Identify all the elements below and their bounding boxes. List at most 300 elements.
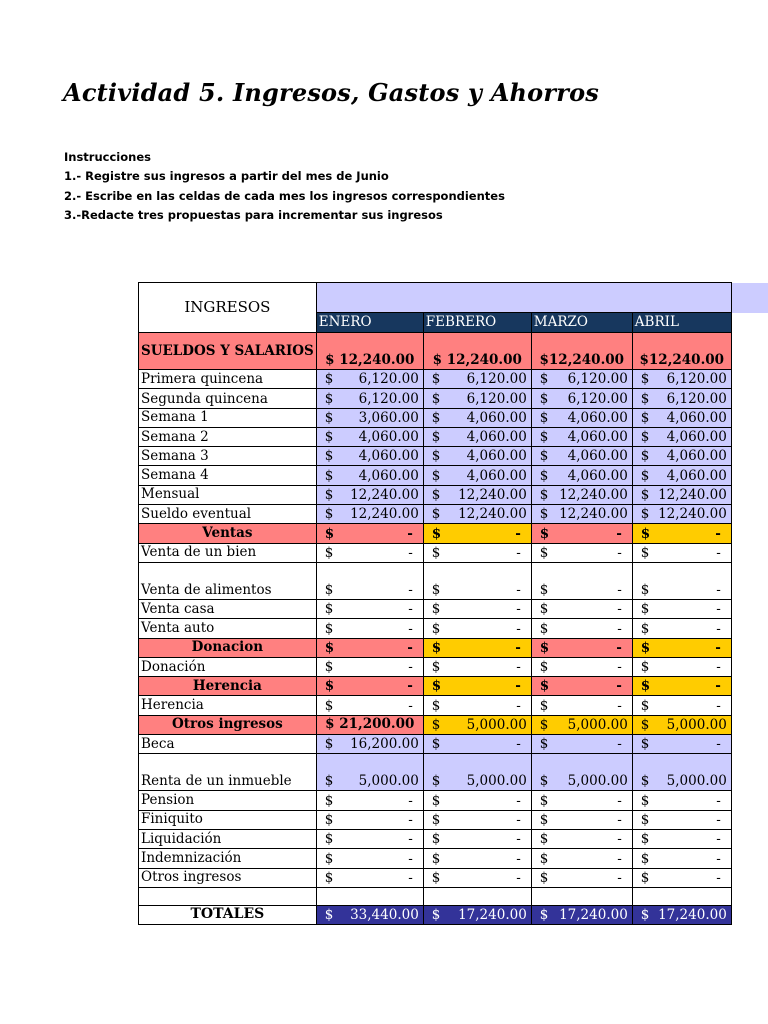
currency-symbol: $ bbox=[640, 506, 650, 523]
table-cell[interactable] bbox=[316, 829, 423, 848]
currency-symbol: $ bbox=[640, 601, 650, 618]
table-row bbox=[139, 619, 732, 638]
currency-symbol: $ bbox=[539, 869, 549, 886]
table-row bbox=[139, 868, 732, 887]
cell-value: 4,060.00 bbox=[466, 467, 527, 484]
row-label: Venta auto bbox=[139, 619, 317, 638]
category-total[interactable] bbox=[531, 715, 632, 734]
row-label: Semana 4 bbox=[139, 466, 317, 485]
table-cell[interactable] bbox=[531, 562, 632, 599]
currency-symbol: $ bbox=[539, 581, 549, 598]
currency-symbol: $ bbox=[539, 773, 549, 790]
table-cell[interactable] bbox=[316, 466, 423, 485]
table-cell[interactable] bbox=[423, 754, 531, 791]
table-cell[interactable] bbox=[531, 466, 632, 485]
row-label: Pension bbox=[139, 791, 317, 810]
table-cell[interactable] bbox=[423, 370, 531, 389]
currency-symbol: $ bbox=[640, 678, 651, 695]
cell-value: - bbox=[407, 678, 413, 695]
table-cell[interactable] bbox=[531, 543, 632, 562]
currency-symbol: $ bbox=[431, 467, 441, 484]
cell-value: - bbox=[716, 620, 721, 637]
category-total[interactable]: $ 21,200.00 bbox=[316, 715, 423, 734]
currency-symbol: $ bbox=[640, 811, 650, 828]
table-cell[interactable] bbox=[632, 735, 731, 754]
currency-symbol: $ bbox=[539, 811, 549, 828]
table-cell[interactable] bbox=[316, 485, 423, 504]
cell-value: 4,060.00 bbox=[358, 467, 419, 484]
table-cell[interactable] bbox=[423, 466, 531, 485]
category-label: Ventas bbox=[139, 524, 317, 543]
cell-value: 6,120.00 bbox=[466, 371, 527, 388]
table-cell[interactable] bbox=[316, 754, 423, 791]
instruction-item: 1.- Registre sus ingresos a partir del mes de Junio bbox=[64, 169, 389, 184]
currency-symbol: $ bbox=[431, 659, 441, 676]
cell-value: - bbox=[617, 831, 622, 848]
currency-symbol: $ bbox=[324, 850, 334, 867]
table-cell[interactable] bbox=[531, 619, 632, 638]
currency-symbol: $ bbox=[539, 907, 549, 924]
category-label: Donacion bbox=[139, 638, 317, 657]
table-cell[interactable] bbox=[316, 868, 423, 887]
total-cell[interactable] bbox=[632, 905, 731, 924]
currency-symbol: $ bbox=[431, 639, 442, 656]
currency-symbol: $ bbox=[324, 659, 334, 676]
cell-value: - bbox=[408, 831, 413, 848]
category-total[interactable] bbox=[531, 524, 632, 543]
category-total[interactable] bbox=[632, 638, 731, 657]
cell-value: 6,120.00 bbox=[358, 390, 419, 407]
empty-cell[interactable] bbox=[423, 887, 531, 905]
cell-value: 6,120.00 bbox=[358, 371, 419, 388]
currency-symbol: $ bbox=[431, 736, 441, 753]
currency-symbol: $ bbox=[539, 831, 549, 848]
table-cell[interactable] bbox=[632, 427, 731, 446]
cell-value: 6,120.00 bbox=[666, 390, 727, 407]
cell-value: - bbox=[516, 850, 521, 867]
table-cell[interactable] bbox=[423, 735, 531, 754]
table-cell[interactable] bbox=[632, 849, 731, 868]
table-cell[interactable] bbox=[423, 485, 531, 504]
cell-value: - bbox=[617, 792, 622, 809]
table-cell[interactable] bbox=[632, 829, 731, 848]
cell-value: 4,060.00 bbox=[358, 429, 419, 446]
category-total[interactable]: $ 12,240.00 bbox=[423, 333, 531, 370]
table-cell[interactable] bbox=[531, 408, 632, 427]
currency-symbol: $ bbox=[640, 409, 650, 426]
table-cell[interactable] bbox=[632, 370, 731, 389]
table-cell[interactable] bbox=[423, 868, 531, 887]
category-total[interactable]: $12,240.00 bbox=[632, 333, 731, 370]
table-cell[interactable] bbox=[632, 754, 731, 791]
currency-symbol: $ bbox=[324, 487, 334, 504]
cell-value: - bbox=[516, 792, 521, 809]
currency-symbol: $ bbox=[640, 697, 650, 714]
table-cell[interactable] bbox=[316, 810, 423, 829]
cell-value: - bbox=[617, 736, 622, 753]
cell-value: - bbox=[617, 850, 622, 867]
cell-value: 12,240.00 bbox=[658, 506, 727, 523]
header-band-cell bbox=[316, 283, 731, 313]
table-cell[interactable] bbox=[316, 427, 423, 446]
currency-symbol: $ bbox=[640, 581, 650, 598]
category-total[interactable] bbox=[316, 524, 423, 543]
table-cell[interactable] bbox=[632, 485, 731, 504]
totals-label: TOTALES bbox=[139, 905, 317, 924]
cell-value: - bbox=[617, 544, 622, 561]
table-cell[interactable] bbox=[316, 447, 423, 466]
table-row bbox=[139, 505, 732, 524]
table-cell[interactable] bbox=[423, 389, 531, 408]
currency-symbol: $ bbox=[539, 409, 549, 426]
currency-symbol: $ bbox=[324, 678, 335, 695]
currency-symbol: $ bbox=[539, 639, 550, 656]
table-cell[interactable] bbox=[316, 619, 423, 638]
currency-symbol: $ bbox=[324, 544, 334, 561]
currency-symbol: $ bbox=[539, 792, 549, 809]
currency-symbol: $ bbox=[431, 409, 441, 426]
cell-value: 12,240.00 bbox=[458, 506, 527, 523]
table-cell[interactable] bbox=[423, 427, 531, 446]
table-cell[interactable] bbox=[632, 619, 731, 638]
currency-symbol: $ bbox=[431, 390, 441, 407]
cell-value: - bbox=[516, 581, 521, 598]
category-total[interactable]: $12,240.00 bbox=[531, 333, 632, 370]
cell-value: - bbox=[516, 831, 521, 848]
category-total[interactable] bbox=[316, 677, 423, 696]
currency-symbol: $ bbox=[640, 850, 650, 867]
cell-value: - bbox=[616, 525, 622, 542]
currency-symbol: $ bbox=[640, 448, 650, 465]
category-label: Otros ingresos bbox=[139, 715, 317, 734]
currency-symbol: $ bbox=[324, 697, 334, 714]
table-cell[interactable] bbox=[423, 408, 531, 427]
category-row bbox=[139, 333, 732, 370]
cell-value: - bbox=[617, 869, 622, 886]
table-cell[interactable] bbox=[423, 791, 531, 810]
cell-value: - bbox=[407, 639, 413, 656]
month-header: ENERO bbox=[316, 313, 423, 333]
table-cell[interactable] bbox=[423, 829, 531, 848]
cell-value: - bbox=[715, 525, 721, 542]
currency-symbol: $ bbox=[640, 620, 650, 637]
table-header-row bbox=[139, 283, 732, 313]
currency-symbol: $ bbox=[324, 773, 334, 790]
cell-value: 17,240.00 bbox=[458, 907, 527, 924]
currency-symbol: $ bbox=[640, 869, 650, 886]
cell-value: 4,060.00 bbox=[466, 429, 527, 446]
table-cell[interactable] bbox=[632, 810, 731, 829]
table-row bbox=[139, 466, 732, 485]
table-cell[interactable] bbox=[632, 408, 731, 427]
table-cell[interactable] bbox=[316, 599, 423, 618]
currency-symbol: $ bbox=[324, 907, 334, 924]
currency-symbol: $ bbox=[640, 525, 651, 542]
cell-value: - bbox=[715, 678, 721, 695]
category-total[interactable] bbox=[423, 715, 531, 734]
cell-value: 3,060.00 bbox=[358, 409, 419, 426]
cell-value: - bbox=[716, 736, 721, 753]
cell-value: 4,060.00 bbox=[666, 409, 727, 426]
currency-symbol: $ bbox=[640, 467, 650, 484]
table-cell[interactable] bbox=[632, 543, 731, 562]
table-cell[interactable] bbox=[316, 505, 423, 524]
cell-value: - bbox=[408, 659, 413, 676]
table-cell[interactable] bbox=[423, 849, 531, 868]
currency-symbol: $ bbox=[539, 448, 549, 465]
currency-symbol: $ bbox=[431, 697, 441, 714]
cell-value: - bbox=[516, 736, 521, 753]
table-cell[interactable] bbox=[316, 735, 423, 754]
currency-symbol: $ bbox=[431, 717, 441, 734]
cell-value: 16,200.00 bbox=[350, 736, 419, 753]
empty-cell[interactable] bbox=[632, 887, 731, 905]
category-total[interactable] bbox=[423, 524, 531, 543]
table-cell[interactable] bbox=[531, 505, 632, 524]
totals-row bbox=[139, 905, 732, 924]
cell-value: 17,240.00 bbox=[658, 907, 727, 924]
category-total[interactable] bbox=[632, 524, 731, 543]
cell-value: - bbox=[617, 697, 622, 714]
cell-value: - bbox=[516, 869, 521, 886]
table-cell[interactable] bbox=[531, 754, 632, 791]
cell-value: - bbox=[408, 544, 413, 561]
currency-symbol: $ bbox=[324, 620, 334, 637]
table-cell[interactable] bbox=[632, 868, 731, 887]
table-cell[interactable] bbox=[531, 829, 632, 848]
cell-value: 17,240.00 bbox=[559, 907, 628, 924]
currency-symbol: $ bbox=[431, 678, 442, 695]
currency-symbol: $ bbox=[640, 773, 650, 790]
table-row bbox=[139, 735, 732, 754]
cell-value: - bbox=[408, 792, 413, 809]
table-cell[interactable] bbox=[423, 562, 531, 599]
cell-value: 33,440.00 bbox=[350, 907, 419, 924]
currency-symbol: $ bbox=[324, 831, 334, 848]
currency-symbol: $ bbox=[539, 487, 549, 504]
table-cell[interactable] bbox=[316, 562, 423, 599]
cell-value: - bbox=[617, 811, 622, 828]
cell-value: - bbox=[408, 601, 413, 618]
currency-symbol: $ bbox=[324, 448, 334, 465]
table-cell[interactable] bbox=[316, 389, 423, 408]
row-label: Liquidación bbox=[139, 829, 317, 848]
table-cell[interactable] bbox=[531, 427, 632, 446]
table-cell[interactable] bbox=[531, 810, 632, 829]
currency-symbol: $ bbox=[640, 639, 651, 656]
cell-value: - bbox=[516, 601, 521, 618]
table-cell[interactable] bbox=[423, 505, 531, 524]
row-label: Indemnización bbox=[139, 849, 317, 868]
cell-value: - bbox=[616, 678, 622, 695]
category-total[interactable] bbox=[632, 715, 731, 734]
table-cell[interactable] bbox=[531, 447, 632, 466]
currency-symbol: $ bbox=[539, 717, 549, 734]
cell-value: - bbox=[617, 601, 622, 618]
cell-value: - bbox=[617, 659, 622, 676]
table-cell[interactable] bbox=[531, 599, 632, 618]
category-total[interactable]: $ 12,240.00 bbox=[316, 333, 423, 370]
table-cell[interactable] bbox=[423, 657, 531, 676]
currency-symbol: $ bbox=[431, 792, 441, 809]
total-cell[interactable] bbox=[531, 905, 632, 924]
category-label: SUELDOS Y SALARIOS bbox=[139, 333, 317, 370]
currency-symbol: $ bbox=[324, 639, 335, 656]
cell-value: 4,060.00 bbox=[466, 409, 527, 426]
table-cell[interactable] bbox=[423, 543, 531, 562]
empty-cell[interactable] bbox=[531, 887, 632, 905]
currency-symbol: $ bbox=[539, 390, 549, 407]
cell-value: - bbox=[516, 620, 521, 637]
table-cell[interactable] bbox=[423, 447, 531, 466]
table-row bbox=[139, 791, 732, 810]
currency-symbol: $ bbox=[539, 544, 549, 561]
currency-symbol: $ bbox=[539, 736, 549, 753]
cell-value: 4,060.00 bbox=[666, 467, 727, 484]
table-row bbox=[139, 754, 732, 791]
table-cell[interactable] bbox=[632, 657, 731, 676]
row-label: Sueldo eventual bbox=[139, 505, 317, 524]
table-cell[interactable] bbox=[632, 389, 731, 408]
table-cell[interactable] bbox=[632, 599, 731, 618]
category-total[interactable] bbox=[316, 638, 423, 657]
table-cell[interactable] bbox=[423, 696, 531, 715]
currency-symbol: $ bbox=[431, 506, 441, 523]
blank-row bbox=[139, 887, 732, 905]
cell-value: 5,000.00 bbox=[358, 773, 419, 790]
table-cell[interactable] bbox=[316, 657, 423, 676]
cell-value: 6,120.00 bbox=[666, 371, 727, 388]
cell-value: 6,120.00 bbox=[567, 390, 628, 407]
currency-symbol: $ bbox=[431, 601, 441, 618]
category-total[interactable] bbox=[531, 638, 632, 657]
cell-value: 6,120.00 bbox=[466, 390, 527, 407]
currency-symbol: $ bbox=[324, 601, 334, 618]
currency-symbol: $ bbox=[431, 581, 441, 598]
table-row bbox=[139, 447, 732, 466]
cell-value: - bbox=[408, 697, 413, 714]
currency-symbol: $ bbox=[539, 659, 549, 676]
cell-value: 4,060.00 bbox=[567, 429, 628, 446]
currency-symbol: $ bbox=[431, 371, 441, 388]
cell-value: - bbox=[716, 850, 721, 867]
cell-value: - bbox=[516, 659, 521, 676]
table-row bbox=[139, 427, 732, 446]
cell-value: 12,240.00 bbox=[559, 506, 628, 523]
table-cell[interactable] bbox=[316, 543, 423, 562]
table-cell[interactable] bbox=[316, 849, 423, 868]
table-cell[interactable] bbox=[316, 370, 423, 389]
category-total[interactable] bbox=[423, 677, 531, 696]
total-cell[interactable] bbox=[423, 905, 531, 924]
table-row bbox=[139, 543, 732, 562]
row-label: Donación bbox=[139, 657, 317, 676]
table-cell[interactable] bbox=[531, 370, 632, 389]
total-cell[interactable] bbox=[316, 905, 423, 924]
cell-value: - bbox=[516, 811, 521, 828]
table-row bbox=[139, 696, 732, 715]
cell-value: - bbox=[716, 601, 721, 618]
cell-value: 6,120.00 bbox=[567, 371, 628, 388]
cell-value: - bbox=[616, 639, 622, 656]
currency-symbol: $ bbox=[640, 792, 650, 809]
table-row bbox=[139, 849, 732, 868]
cell-value: 5,000.00 bbox=[567, 773, 628, 790]
table-cell[interactable] bbox=[316, 696, 423, 715]
cell-value: 4,060.00 bbox=[666, 429, 727, 446]
table-cell[interactable] bbox=[531, 791, 632, 810]
table-cell[interactable] bbox=[423, 599, 531, 618]
cell-value: - bbox=[716, 697, 721, 714]
category-total[interactable] bbox=[531, 677, 632, 696]
table-cell[interactable] bbox=[423, 810, 531, 829]
currency-symbol: $ bbox=[431, 620, 441, 637]
cell-value: - bbox=[408, 620, 413, 637]
currency-symbol: $ bbox=[539, 850, 549, 867]
currency-symbol: $ bbox=[640, 544, 650, 561]
currency-symbol: $ bbox=[539, 371, 549, 388]
instruction-item: 2.- Escribe en las celdas de cada mes los ingresos correspondientes bbox=[64, 188, 505, 203]
table-cell[interactable] bbox=[531, 849, 632, 868]
currency-symbol: $ bbox=[324, 409, 334, 426]
table-cell[interactable] bbox=[632, 466, 731, 485]
table-cell[interactable] bbox=[632, 447, 731, 466]
table-cell[interactable] bbox=[531, 696, 632, 715]
category-row bbox=[139, 677, 732, 696]
currency-symbol: $ bbox=[324, 792, 334, 809]
currency-symbol: $ bbox=[431, 773, 441, 790]
currency-symbol: $ bbox=[431, 850, 441, 867]
currency-symbol: $ bbox=[324, 869, 334, 886]
category-total[interactable] bbox=[632, 677, 731, 696]
table-cell[interactable] bbox=[423, 619, 531, 638]
table-cell[interactable] bbox=[632, 562, 731, 599]
table-cell[interactable] bbox=[316, 791, 423, 810]
category-row bbox=[139, 638, 732, 657]
row-label: Renta de un inmueble bbox=[139, 754, 317, 791]
instructions-block bbox=[64, 148, 505, 226]
table-cell[interactable] bbox=[531, 657, 632, 676]
cell-value: - bbox=[715, 639, 721, 656]
month-header: MARZO bbox=[531, 313, 632, 333]
table-cell[interactable] bbox=[632, 696, 731, 715]
category-row bbox=[139, 715, 732, 734]
currency-symbol: $ bbox=[431, 544, 441, 561]
table-cell[interactable] bbox=[531, 868, 632, 887]
cell-value: 5,000.00 bbox=[466, 773, 527, 790]
currency-symbol: $ bbox=[431, 811, 441, 828]
cell-value: - bbox=[408, 581, 413, 598]
table-cell[interactable] bbox=[531, 485, 632, 504]
currency-symbol: $ bbox=[539, 697, 549, 714]
table-cell[interactable] bbox=[531, 735, 632, 754]
row-label: Semana 1 bbox=[139, 408, 317, 427]
cell-value: - bbox=[515, 639, 521, 656]
cell-value: - bbox=[407, 525, 413, 542]
category-total[interactable] bbox=[423, 638, 531, 657]
table-cell[interactable] bbox=[531, 389, 632, 408]
table-row bbox=[139, 370, 732, 389]
cell-value: 4,060.00 bbox=[567, 467, 628, 484]
empty-cell[interactable] bbox=[316, 887, 423, 905]
cell-value: - bbox=[515, 525, 521, 542]
table-cell[interactable] bbox=[632, 505, 731, 524]
table-cell[interactable] bbox=[632, 791, 731, 810]
table-cell[interactable] bbox=[316, 408, 423, 427]
cell-value: - bbox=[617, 581, 622, 598]
empty-cell[interactable] bbox=[139, 887, 317, 905]
currency-symbol: $ bbox=[539, 601, 549, 618]
